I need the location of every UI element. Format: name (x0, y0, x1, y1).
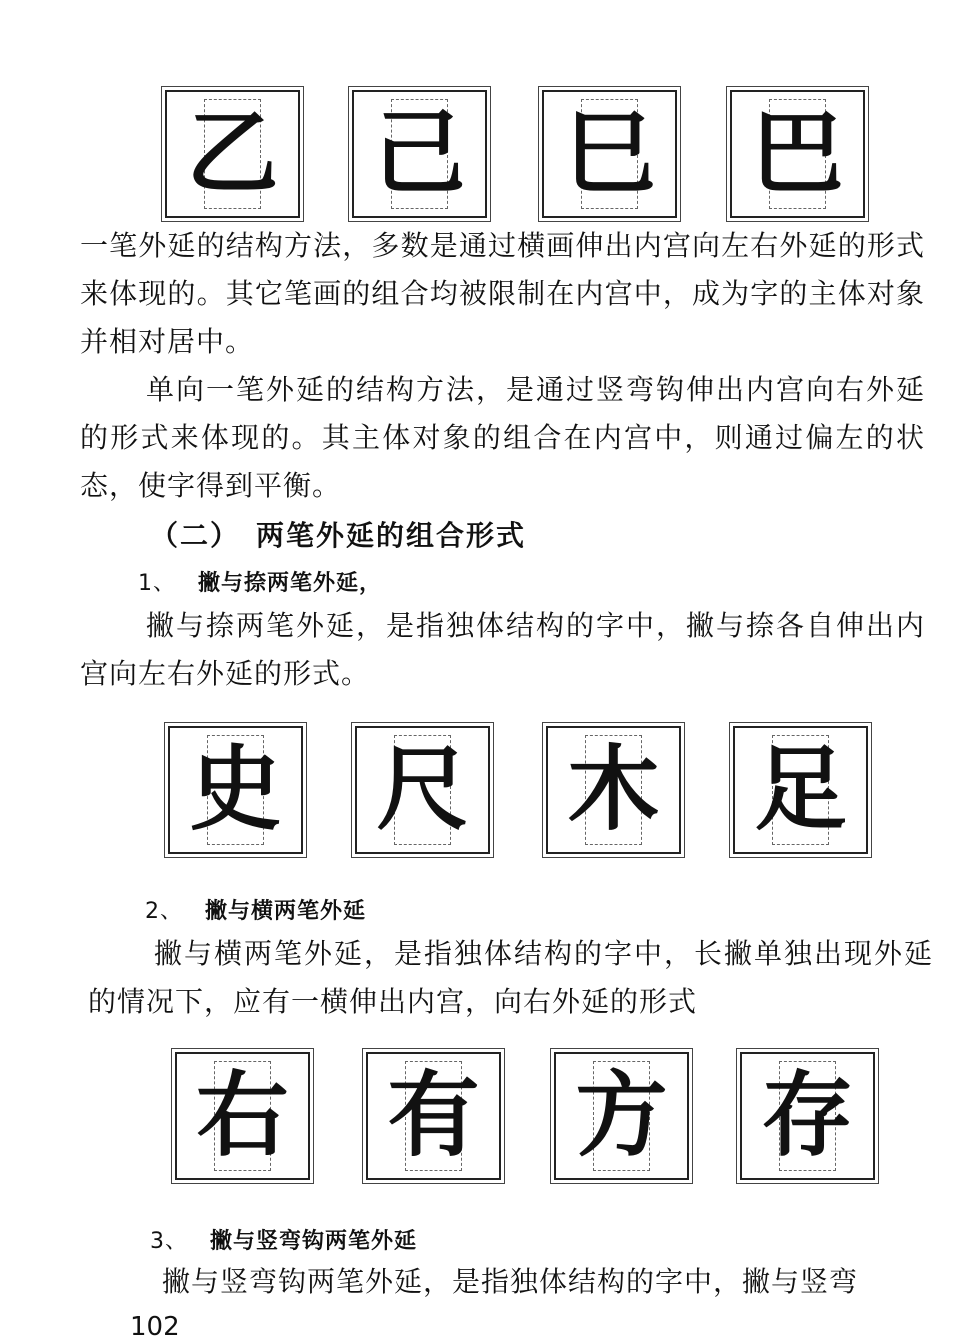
char-box (175, 1052, 310, 1180)
example-character: 右 (196, 1062, 289, 1169)
paragraph-single-direction-extension: 单向一笔外延的结构方法，是通过竖弯钩伸出内宫向右外延的形式来体现的。其主体对象的组合在内宫中，则通过偏左的状态，使字得到平衡。 (80, 373, 925, 502)
page-number: 102 (130, 1312, 180, 1342)
subheading-3 (150, 1224, 417, 1255)
subheading-number: 2、 (145, 899, 183, 924)
subheading-number: 3、 (150, 1229, 188, 1254)
char-box (740, 1052, 875, 1180)
example-character: 乙 (186, 100, 279, 207)
section-heading-two-stroke-extension: （二） 两笔外延的组合形式 (150, 519, 527, 552)
paragraph-pie-na-extension: 撇与捺两笔外延，是指独体结构的字中，撇与捺各自伸出内宫向左右外延的形式。 (80, 609, 925, 690)
subheading-title: 撇与捺两笔外延， (198, 571, 383, 596)
char-row-1 (0, 90, 980, 230)
subheading-1 (138, 566, 382, 597)
example-character: 木 (567, 736, 660, 843)
char-box (168, 726, 303, 854)
example-character: 有 (387, 1062, 480, 1169)
paragraph-pie-heng-extension: 撇与横两笔外延，是指独体结构的字中，长撇单独出现外延的情况下，应有一横伸出内宫，向右外延的形式 (88, 937, 933, 1018)
subheading-number: 1、 (138, 571, 176, 596)
char-box (733, 726, 868, 854)
char-box (352, 90, 487, 218)
subheading-title: 撇与竖弯钩两笔外延 (210, 1229, 418, 1254)
char-row-3 (0, 1052, 980, 1192)
char-box (366, 1052, 501, 1180)
example-character: 足 (754, 736, 847, 843)
char-box (546, 726, 681, 854)
subheading-title: 撇与横两笔外延 (205, 899, 367, 924)
char-row-2 (0, 726, 980, 866)
example-character: 方 (575, 1062, 668, 1169)
char-box (165, 90, 300, 218)
char-box (542, 90, 677, 218)
example-character: 巳 (563, 100, 656, 207)
char-box (554, 1052, 689, 1180)
example-character: 史 (189, 736, 282, 843)
char-box (355, 726, 490, 854)
example-character: 尺 (376, 736, 469, 843)
paragraph-one-stroke-extension: 一笔外延的结构方法，多数是通过横画伸出内宫向左右外延的形式来体现的。其它笔画的组合均被限制在内宫中，成为字的主体对象并相对居中。 (80, 229, 925, 358)
char-box (730, 90, 865, 218)
example-character: 巴 (751, 100, 844, 207)
subheading-2 (145, 894, 366, 925)
paragraph-pie-shuwangou-extension: 撇与竖弯钩两笔外延，是指独体结构的字中，撇与竖弯 (162, 1265, 859, 1298)
example-character: 己 (373, 100, 466, 207)
example-character: 存 (761, 1062, 854, 1169)
